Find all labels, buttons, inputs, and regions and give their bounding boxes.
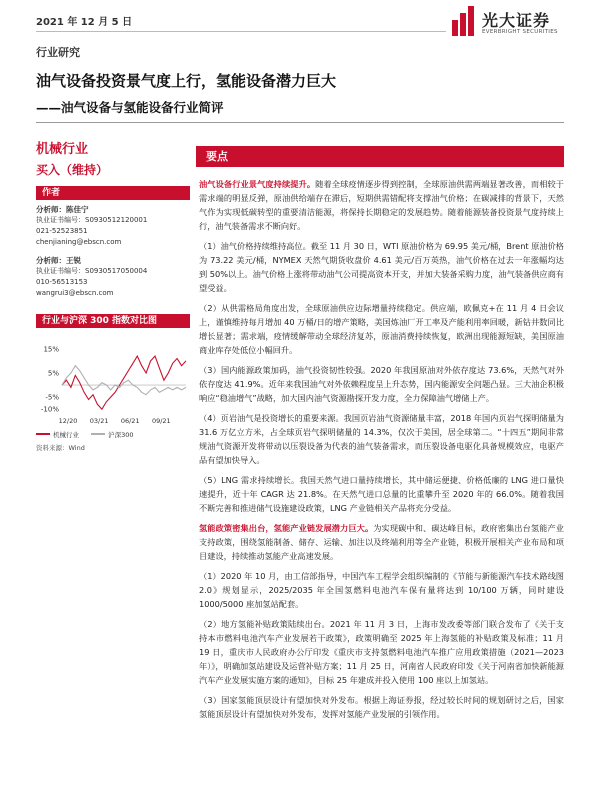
rating-badge: 买入（维持） (36, 163, 109, 177)
y-tick-label: 15% (43, 345, 59, 354)
paragraph: （3）国家氢能顶层设计有望加快对外发布。根据上海证券报，经过较长时间的规划研讨之后，国家氢能顶层设计有望加快对外发布，发挥对氢能产业发展的引领作用。 (199, 695, 564, 719)
brand-logo (452, 6, 564, 40)
analyst-phone: 010-56513153 (36, 278, 88, 286)
analyst-name: 分析师：陈佳宁 (36, 205, 89, 214)
legend-swatch-icon (36, 433, 50, 435)
paragraph (199, 521, 564, 563)
key-points-heading: 要点 (196, 146, 564, 167)
report-date: 2021 年 12 月 5 日 (36, 17, 133, 28)
analyst-card (36, 204, 186, 248)
brand-name-en: EVERBRIGHT SECURITIES (482, 29, 558, 35)
analyst-name: 分析师：王锐 (36, 256, 81, 265)
analyst-email[interactable]: chenjianing@ebscn.com (36, 238, 122, 246)
legend-label: 机械行业 (53, 430, 79, 439)
analyst-email[interactable]: wangrui3@ebscn.com (36, 289, 114, 297)
paragraph-text: 为实现碳中和、碳达峰目标，政府密集出台氢能产业支持政策，围绕氢能制备、储存、运输、加注以及终端利用等全产业链，积极开展相关产业布局和项目建设，持续推动氢能产业高速发展。 (199, 523, 564, 561)
paragraph: （1）2020 年 10 月，由工信部指导，中国汽车工程学会组织编制的《节能与新能源汽车技术路线图 2.0》规划显示，2025/2035 年全国氢燃料电池汽车保有量将达到 10/100 万辆，同时建设 1000/5000 座加氢站配套。 (199, 571, 564, 609)
x-tick-label: 09/21 (151, 417, 171, 425)
paragraph: （5）LNG 需求持续增长。我国天然气进口量持续增长，其中储运便捷、价格低廉的 LNG 进口量快速提升，近十年 CAGR 达 21.8%。在天然气进口总量的比重攀升至 2020 年的 66.0%。随着我国不断完善和推进储气设施建设政策，LNG 产业链相关产品将充分受益。 (199, 475, 564, 513)
paragraph (199, 177, 564, 233)
paragraph: （4）页岩油气是投资增长的重要来源。我国页岩油气资源储量丰富，2018 年国内页岩气探明储量为 31.6 万亿立方米，占全球页岩气探明储量的 14.3%，仅次于美国，居全球第二。“十四五”期间非常规油气资源开发将带动以压裂设备为代表的油气装备需求，而压裂设备电驱化具备规模效应，电驱产品有望加快导入。 (199, 413, 564, 465)
paragraph: （1）油气价格持续维持高位。截至 11 月 30 日，WTI 原油价格为 69.95 美元/桶，Brent 原油价格为 73.22 美元/桶，NYMEX 天然气期货收盘价 4.61 美元/百万英热，油气价格在过去一年涨幅均达到 50%以上。油气价格上涨将带动油气公司提高资本开支，并加大装备采购力度，油气装备供应商有望受益。 (199, 241, 564, 293)
paragraph-lead: 油气设备行业景气度持续提升。 (199, 179, 316, 189)
analyst-cert: 执业证书编号：S0930512120001 (36, 216, 148, 224)
authors-heading: 作者 (36, 186, 190, 200)
series-line-hs300 (62, 366, 186, 395)
key-points-body (199, 177, 564, 725)
legend-item (91, 430, 133, 439)
top-divider (36, 31, 446, 32)
x-tick-label: 03/21 (89, 417, 109, 425)
paragraph: （2）从供需格局角度出发，全球原油供应边际增量持续稳定。供应端，欧佩克+在 11 月 4 日会议上，谨慎维持每月增加 40 万桶/日的增产策略，美国炼油厂开工率及产能利用率回暖，新钻井数同比增长显著；需求端，疫情缓解带动全球经济复苏，原油消费持续恢复，欧洲出现能源短缺，美国原油商业库存处低位小幅回升。 (199, 303, 564, 355)
legend-label: 沪深300 (108, 430, 134, 439)
comparison-chart (36, 338, 192, 428)
y-tick-label: -10% (40, 405, 59, 414)
chart-heading: 行业与沪深 300 指数对比图 (36, 314, 190, 328)
legend-item (36, 430, 79, 439)
brand-name: 光大证券 (482, 11, 551, 30)
paragraph: （3）国内能源政策加码，油气投资韧性较强。2020 年我国原油对外依存度达 73.6%，天然气对外依存度达 41.9%。近年来我国油气对外依赖程度呈上升态势，国内能源安全问题凸显。三大油企积极响应“稳油增气”战略，加大国内油气资源勘探开发力度，全力保障油气增储上产。 (199, 365, 564, 403)
y-tick-label: 5% (47, 369, 59, 378)
paragraph: （2）地方氢能补贴政策陆续出台。2021 年 11 月 3 日，上海市发改委等部门联合发布了《关于支持本市燃料电池汽车产业发展若干政策》，政策明确至 2025 年上海氢能的补贴政策及标准；11 月 19 日，重庆市人民政府办公厅印发《重庆市支持氢燃料电池汽车推广应用政策措施（2021—2023 年）》，明确加氢站建设及运营补贴方案；11 月 25 日，河南省人民政府印发《关于河南省加快新能源汽车产业发展实施方案的通知》，目标 25 年建成并投入使用 100 座以上加氢站。 (199, 619, 564, 685)
analyst-card (36, 255, 186, 299)
paragraph-lead: 氢能政策密集出台，氢能产业链发展潜力巨大。 (199, 523, 374, 533)
x-tick-label: 12/20 (58, 417, 78, 425)
chart-source: 资料来源：Wind (36, 444, 85, 452)
legend-swatch-icon (91, 433, 105, 435)
y-tick-label: -5% (45, 393, 59, 402)
chart-legend (36, 429, 192, 439)
report-category: 行业研究 (36, 46, 80, 59)
paragraph-text: 随着全球疫情逐步得到控制，全球原油供需两端显著改善，而相较于需求端的明显反弹，原油供给端存在滞后，短期供需错配将支撑油气价格；在碳减排的背景下，天然气作为实现低碳转型的重要清洁能源，将保持长期稳定的发展趋势。随着能源装备投资景气度持续上行，油气装备需求不断向好。 (199, 179, 564, 231)
brand-mark-icon (452, 6, 478, 36)
title-divider (36, 122, 564, 123)
report-title: 油气设备投资景气度上行，氢能设备潜力巨大 (36, 72, 337, 90)
report-subtitle: ——油气设备与氢能设备行业简评 (36, 100, 224, 115)
analyst-phone: 021-52523851 (36, 227, 88, 235)
analyst-cert: 执业证书编号：S0930517050004 (36, 267, 148, 275)
x-tick-label: 06/21 (120, 417, 140, 425)
sector-name: 机械行业 (36, 142, 89, 157)
